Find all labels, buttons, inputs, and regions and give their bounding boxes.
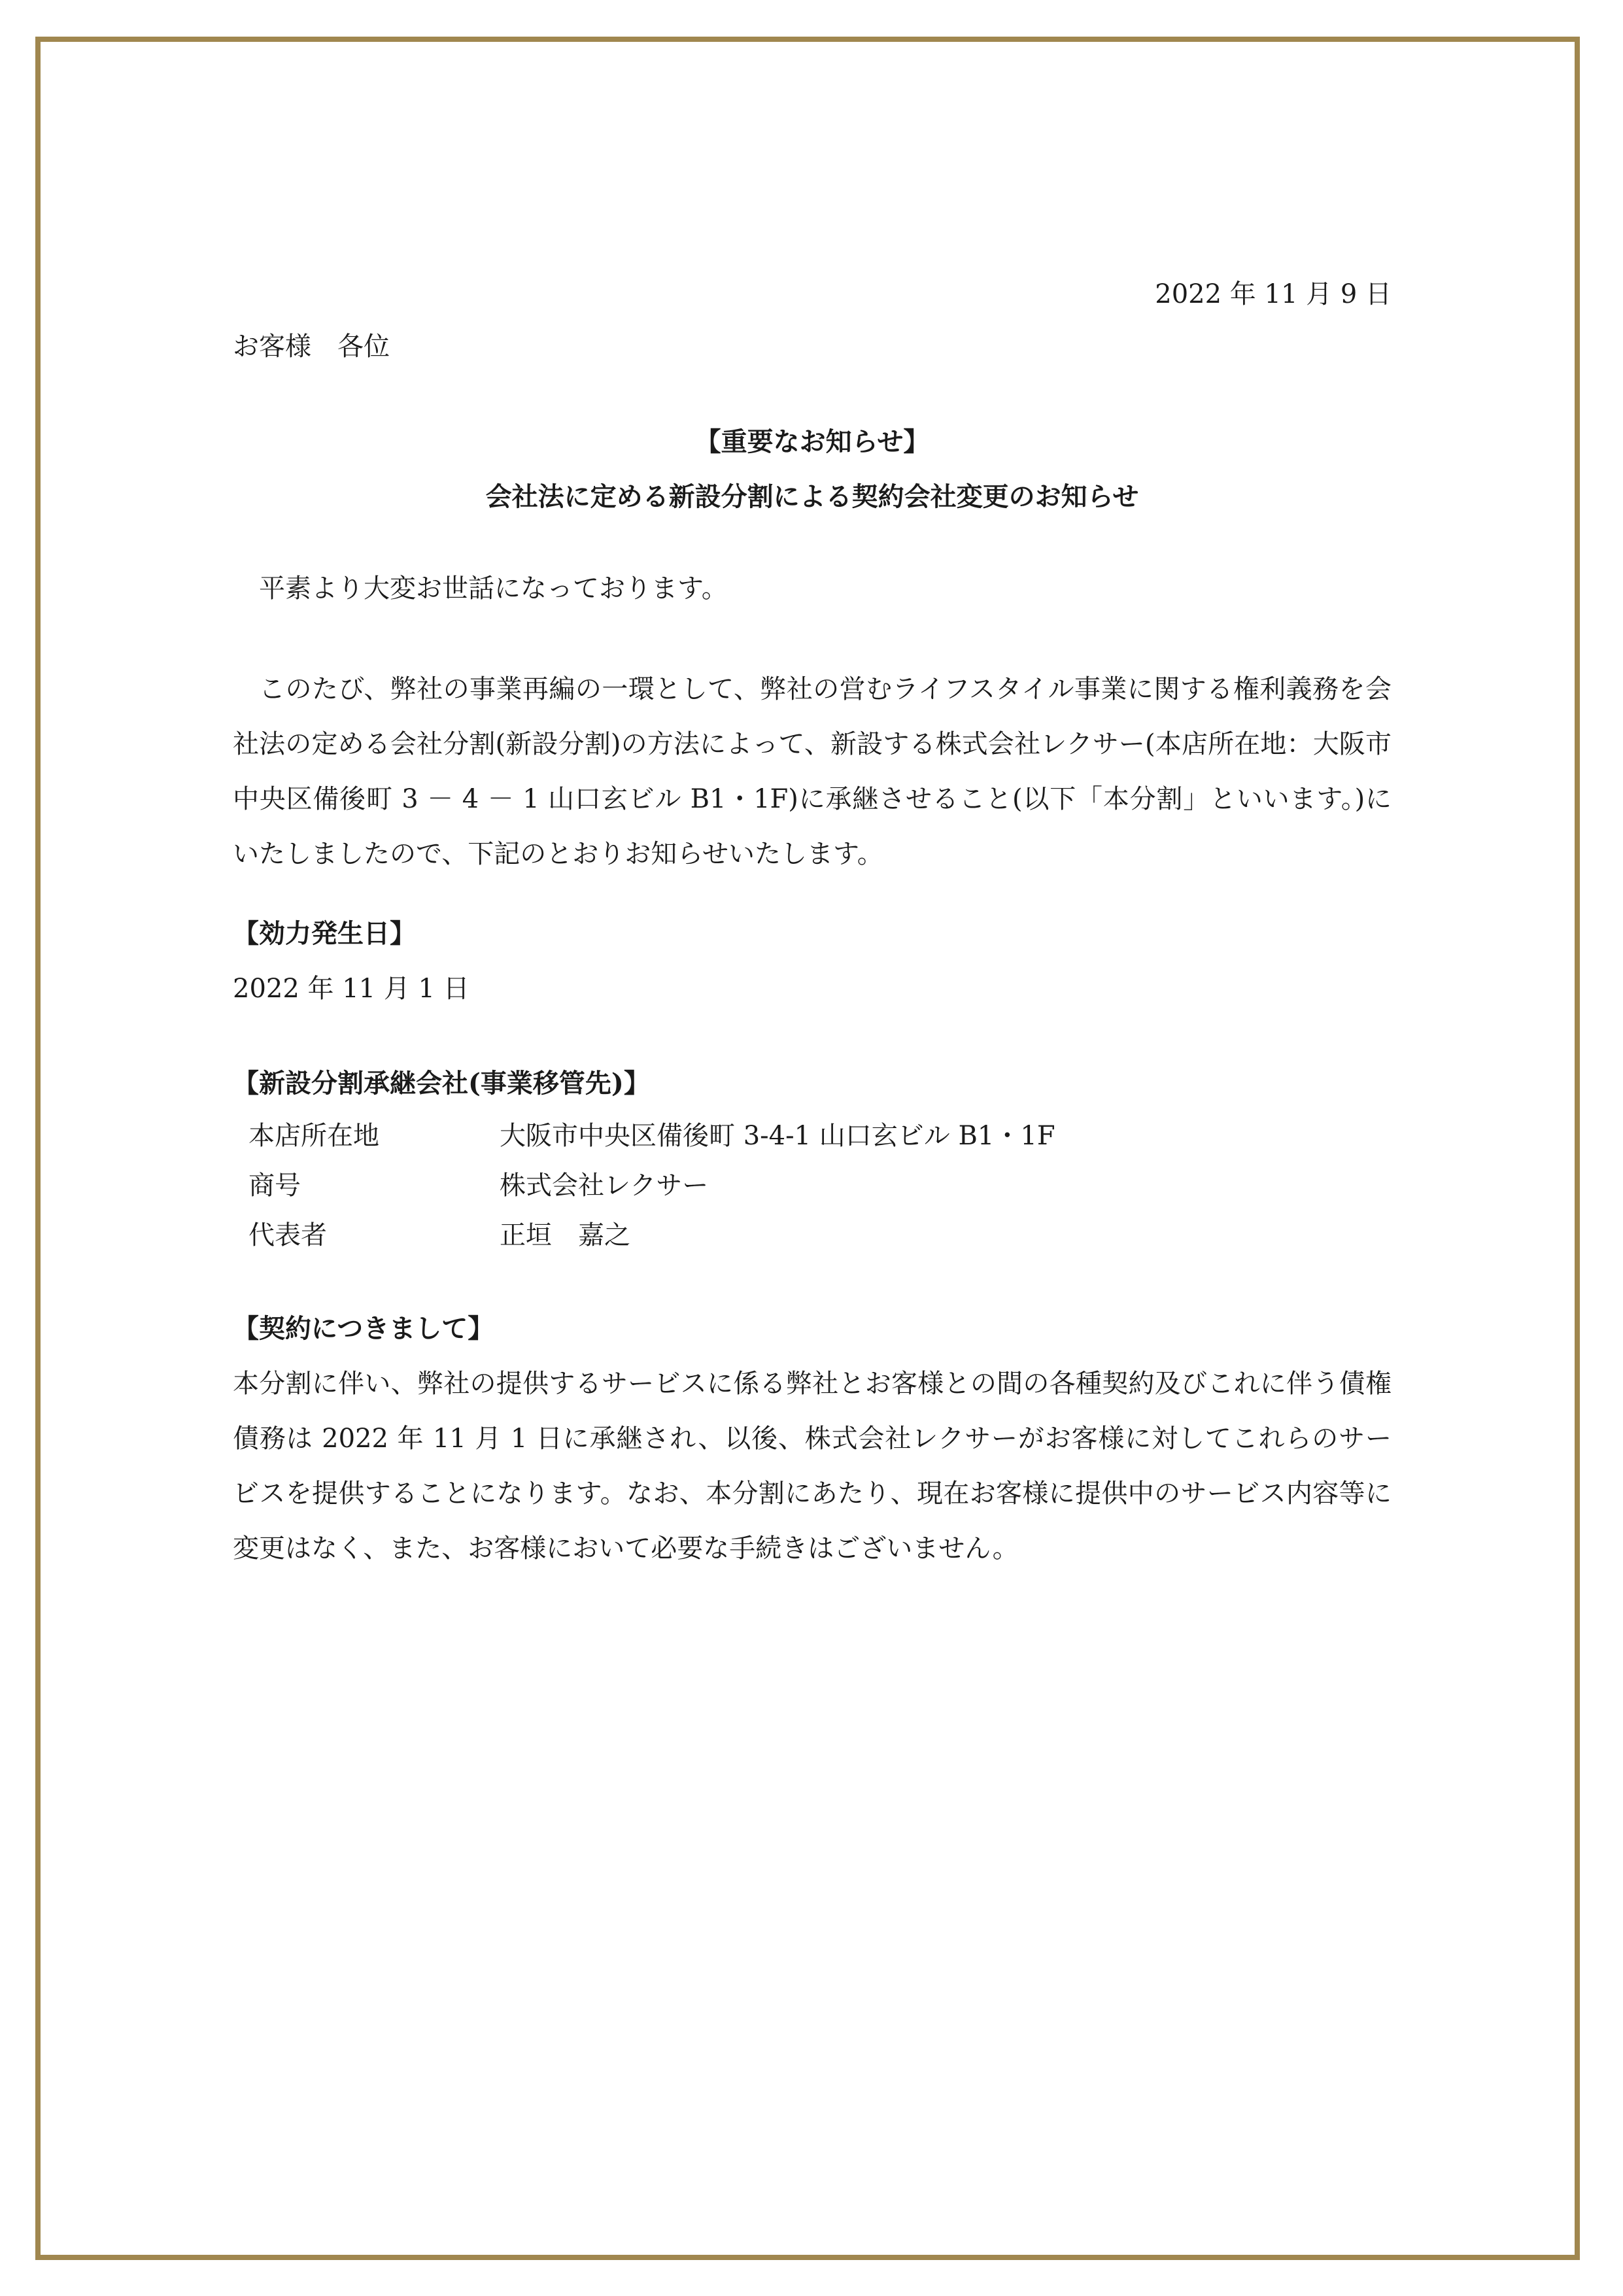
- contract-heading: 【契約につきまして】: [233, 1313, 494, 1344]
- title-block: [233, 415, 1392, 524]
- successor-company-heading: 【新設分割承継会社(事業移管先)】: [233, 1068, 650, 1099]
- info-row-representative: [233, 1210, 1392, 1260]
- effective-date-section: [233, 906, 470, 1016]
- info-value: 正垣 嘉之: [500, 1220, 630, 1250]
- contract-section: [233, 1301, 1392, 1576]
- contract-body: 本分割に伴い、弊社の提供するサービスに係る弊社とお客様との間の各種契約及びこれに伴う債権債務は 2022 年 11 月 1 日に承継され、以後、株式会社レクサーがお客様に対してこれらのサービスを提供することになります。なお、本分割にあたり、現在お客様に提供中のサービス内容等に変更はなく、また、お客様において必要な手続きはございません。: [233, 1369, 1392, 1564]
- info-value: 大阪市中央区備後町 3-4-1 山口玄ビル B1・1F: [500, 1121, 1055, 1151]
- info-label: 商号: [248, 1171, 301, 1201]
- addressee: お客様 各位: [233, 332, 390, 362]
- notice-subtitle: 会社法に定める新設分割による契約会社変更のお知らせ: [485, 481, 1139, 512]
- info-label: 本店所在地: [248, 1121, 379, 1151]
- info-label: 代表者: [248, 1220, 327, 1250]
- info-value: 株式会社レクサー: [500, 1171, 709, 1201]
- info-row-address: [233, 1111, 1392, 1161]
- effective-date-heading: 【効力発生日】: [233, 918, 416, 949]
- issue-date: 2022 年 11 月 9 日: [1155, 279, 1392, 309]
- intro-paragraph: このたび、弊社の事業再編の一環として、弊社の営むライフスタイル事業に関する権利義務を会社法の定める会社分割(新設分割)の方法によって、新設する株式会社レクサー(本店所在地：大阪市中央区備後町 3 － 4 － 1 山口玄ビル B1・1F)に承継させること(以下「本分割」といいます。)にいたしましたので、下記のとおりお知らせいたします。: [233, 674, 1392, 869]
- successor-company-section: [233, 1056, 1392, 1260]
- effective-date-value: 2022 年 11 月 1 日: [233, 974, 470, 1004]
- info-row-company-name: [233, 1161, 1392, 1210]
- greeting-paragraph: 平素より大変お世話になっております。: [259, 574, 728, 604]
- notice-title: 【重要なお知らせ】: [694, 426, 930, 457]
